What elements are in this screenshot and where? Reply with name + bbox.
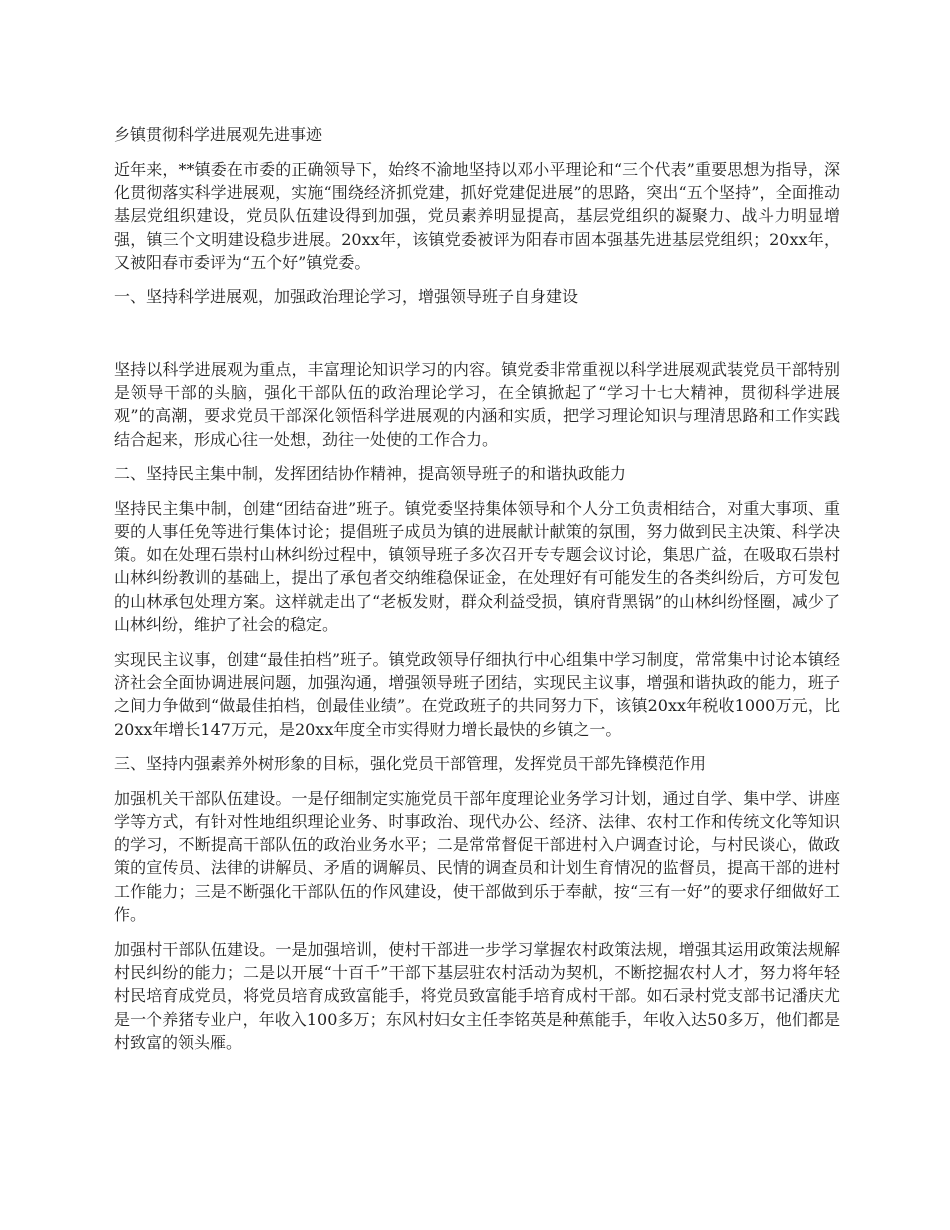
blank-spacer [114,320,840,358]
section-1-heading: 一、坚持科学进展观，加强政治理论学习，增强领导班子自身建设 [114,287,579,307]
section-1-paragraph-1: 坚持以科学进展观为重点，丰富理论知识学习的内容。镇党委非常重视以科学进展观武装党员干部特别是领导干部的头脑，强化干部队伍的政治理论学习，在全镇掀起了“学习十七大精神，贯彻科学进展观”的高潮，要求党员干部深化领悟科学进展观的内涵和实质，把学习理论知识与理清思路和工作实践结合起来，形成心往一处想，劲往一处使的工作合力。 [114,360,840,449]
section-2-heading: 二、坚持民主集中制，发挥团结协作精神，提高领导班子的和谐执政能力 [114,463,627,483]
section-3-heading: 三、坚持内强素养外树形象的目标，强化党员干部管理，发挥党员干部先锋模范作用 [114,753,707,773]
section-3-paragraph-2: 加强村干部队伍建设。一是加强培训，使村干部进一步学习掌握农村政策法规，增强其运用政策法规解村民纠纷的能力；二是以开展“十百千”干部下基层驻农村活动为契机，不断挖掘农村人才，努力将年轻村民培育成党员，将党员培育成致富能手，将党员致富能手培育成村干部。如石录村党支部书记潘庆尤是一个养猪专业户，年收入100多万；东风村妇女主任李铭英是种蕉能手，年收入达50多万，他们都是村致富的领头雁。 [114,940,840,1052]
section-2-paragraph-1: 坚持民主集中制，创建“团结奋进”班子。镇党委坚持集体领导和个人分工负责相结合，对重大事项、重要的人事任免等进行集体讨论；提倡班子成员为镇的进展献计献策的氛围，努力做到民主决策、科学决策。如在处理石祟村山林纠纷过程中，镇领导班子多次召开专专题会议讨论，集思广益，在吸取石祟村山林纠纷教训的基础上，提出了承包者交纳维稳保证金，在处理好有可能发生的各类纠纷后，方可发包的山林承包处理方案。这样就走出了“老板发财，群众利益受损，镇府背黑锅”的山林纠纷怪圈，减少了山林纠纷，维护了社会的稳定。 [114,498,840,634]
document-title: 乡镇贯彻科学进展观先进事迹 [114,125,323,144]
document-page [114,124,840,1066]
section-2-paragraph-2: 实现民主议事，创建“最佳拍档”班子。镇党政领导仔细执行中心组集中学习制度，常常集中讨论本镇经济社会全面协调进展问题，加强沟通，增强领导班子团结，实现民主议事，增强和谐执政的能力，班子之间力争做到“做最佳拍档，创最佳业绩”。在党政班子的共同努力下，该镇20xx年税收1000万元，比20xx年增长147万元，是20xx年度全市实得财力增长最快的乡镇之一。 [114,650,840,739]
section-3-paragraph-1: 加强机关干部队伍建设。一是仔细制定实施党员干部年度理论业务学习计划，通过自学、集中学、讲座学等方式，有针对性地组织理论业务、时事政治、现代办公、经济、法律、农村工作和传统文化等知识的学习，不断提高干部队伍的政治业务水平；二是常常督促干部进村入户调查讨论，与村民谈心，做政策的宣传员、法律的讲解员、矛盾的调解员、民情的调查员和计划生育情况的监督员，提高干部的进村工作能力；三是不断强化干部队伍的作风建设，使干部做到乐于奉献，按“三有一好”的要求仔细做好工作。 [114,788,840,924]
intro-paragraph: 近年来，**镇委在市委的正确领导下，始终不渝地坚持以邓小平理论和“三个代表”重要思想为指导，深化贯彻落实科学进展观，实施“围绕经济抓党建，抓好党建促进展”的思路，突出“五个坚持”，全面推动基层党组织建设，党员队伍建设得到加强，党员素养明显提高，基层党组织的凝聚力、战斗力明显增强，镇三个文明建设稳步进展。20xx年，该镇党委被评为阳春市固本强基先进基层党组织；20xx年，又被阳春市委评为“五个好”镇党委。 [114,160,840,272]
